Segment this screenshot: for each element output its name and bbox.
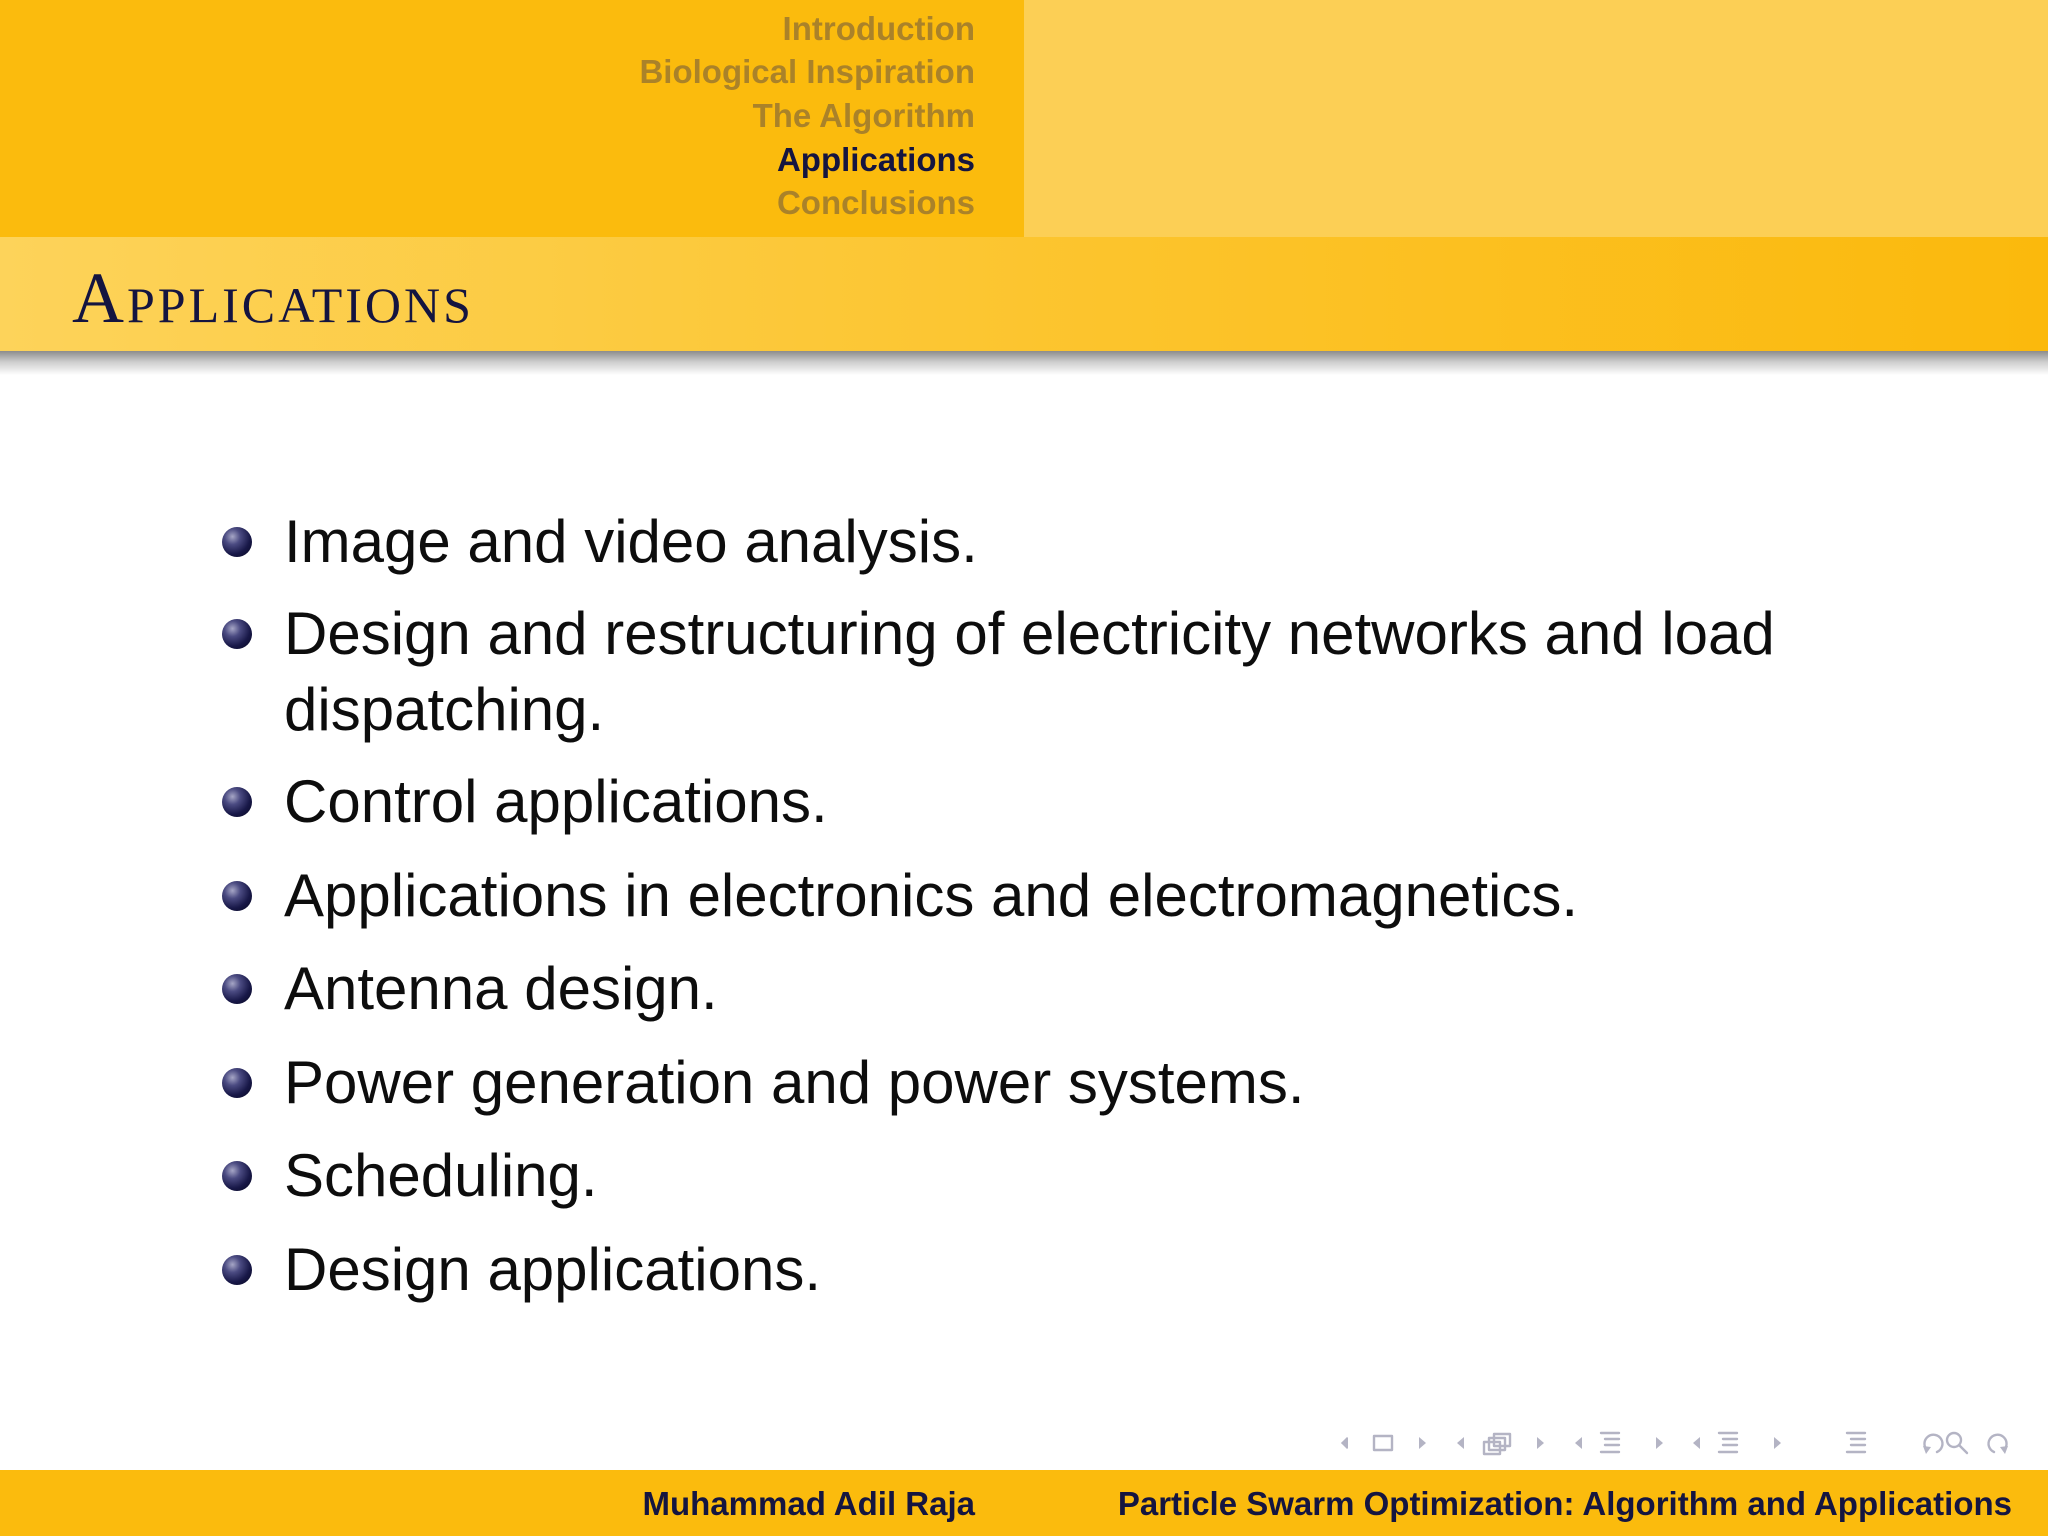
bullet-ball-icon bbox=[222, 881, 252, 911]
subsection-nav-icon[interactable] bbox=[1575, 1433, 1663, 1452]
slide-nav-icon[interactable] bbox=[1341, 1436, 1426, 1450]
nav-section-conclusions[interactable]: Conclusions bbox=[776, 184, 975, 221]
nav-symbols-svg bbox=[1330, 1423, 2030, 1463]
undo-icon[interactable] bbox=[1923, 1435, 1942, 1454]
nav-section-biological-inspiration[interactable]: Biological Inspiration bbox=[639, 53, 975, 90]
bullet-text: Applications in electronics and electromagnetics. bbox=[284, 862, 1579, 929]
bullet-text: Antenna design. bbox=[284, 955, 718, 1022]
frame-title: Applications bbox=[72, 258, 474, 338]
nav-section-introduction[interactable]: Introduction bbox=[782, 10, 975, 47]
bullet-text: Image and video analysis. bbox=[284, 508, 978, 575]
footer-left-panel bbox=[0, 1470, 1024, 1536]
footer-presentation-title: Particle Swarm Optimization: Algorithm and Applications bbox=[1117, 1485, 2012, 1522]
bullet-ball-icon bbox=[222, 1068, 252, 1098]
bullet-ball-icon bbox=[222, 787, 252, 817]
footer-author: Muhammad Adil Raja bbox=[642, 1485, 975, 1522]
bullet-ball-icon bbox=[222, 619, 252, 649]
nav-section-applications[interactable]: Applications bbox=[776, 141, 975, 178]
section-nav-icon[interactable] bbox=[1693, 1433, 1781, 1452]
slide-footer bbox=[0, 1470, 2048, 1536]
bullet-text: Design and restructuring of electricity networks and load dispatching. bbox=[284, 600, 1775, 743]
search-icon[interactable] bbox=[1947, 1433, 1967, 1453]
footer-right-panel bbox=[1024, 1470, 2048, 1536]
bullet-text: Scheduling. bbox=[284, 1142, 598, 1209]
document-nav-icon[interactable] bbox=[1847, 1433, 1865, 1452]
bullet-ball-icon bbox=[222, 1255, 252, 1285]
bullet-ball-icon bbox=[222, 1161, 252, 1191]
header-right-panel bbox=[1024, 0, 2048, 237]
beamer-navigation-symbols bbox=[1330, 1423, 2030, 1463]
bullet-text: Control applications. bbox=[284, 768, 828, 835]
title-bar-shadow bbox=[0, 351, 2048, 375]
frame-nav-icon[interactable] bbox=[1457, 1434, 1544, 1454]
header-left-panel bbox=[0, 0, 1024, 237]
bullet-ball-icon bbox=[222, 527, 252, 557]
bullet-text: Design applications. bbox=[284, 1236, 821, 1303]
nav-section-the-algorithm[interactable]: The Algorithm bbox=[752, 97, 975, 134]
redo-icon[interactable] bbox=[1989, 1435, 2008, 1454]
bullet-text: Power generation and power systems. bbox=[284, 1049, 1305, 1116]
bullet-ball-icon bbox=[222, 974, 252, 1004]
section-navigation-header bbox=[0, 0, 2048, 237]
